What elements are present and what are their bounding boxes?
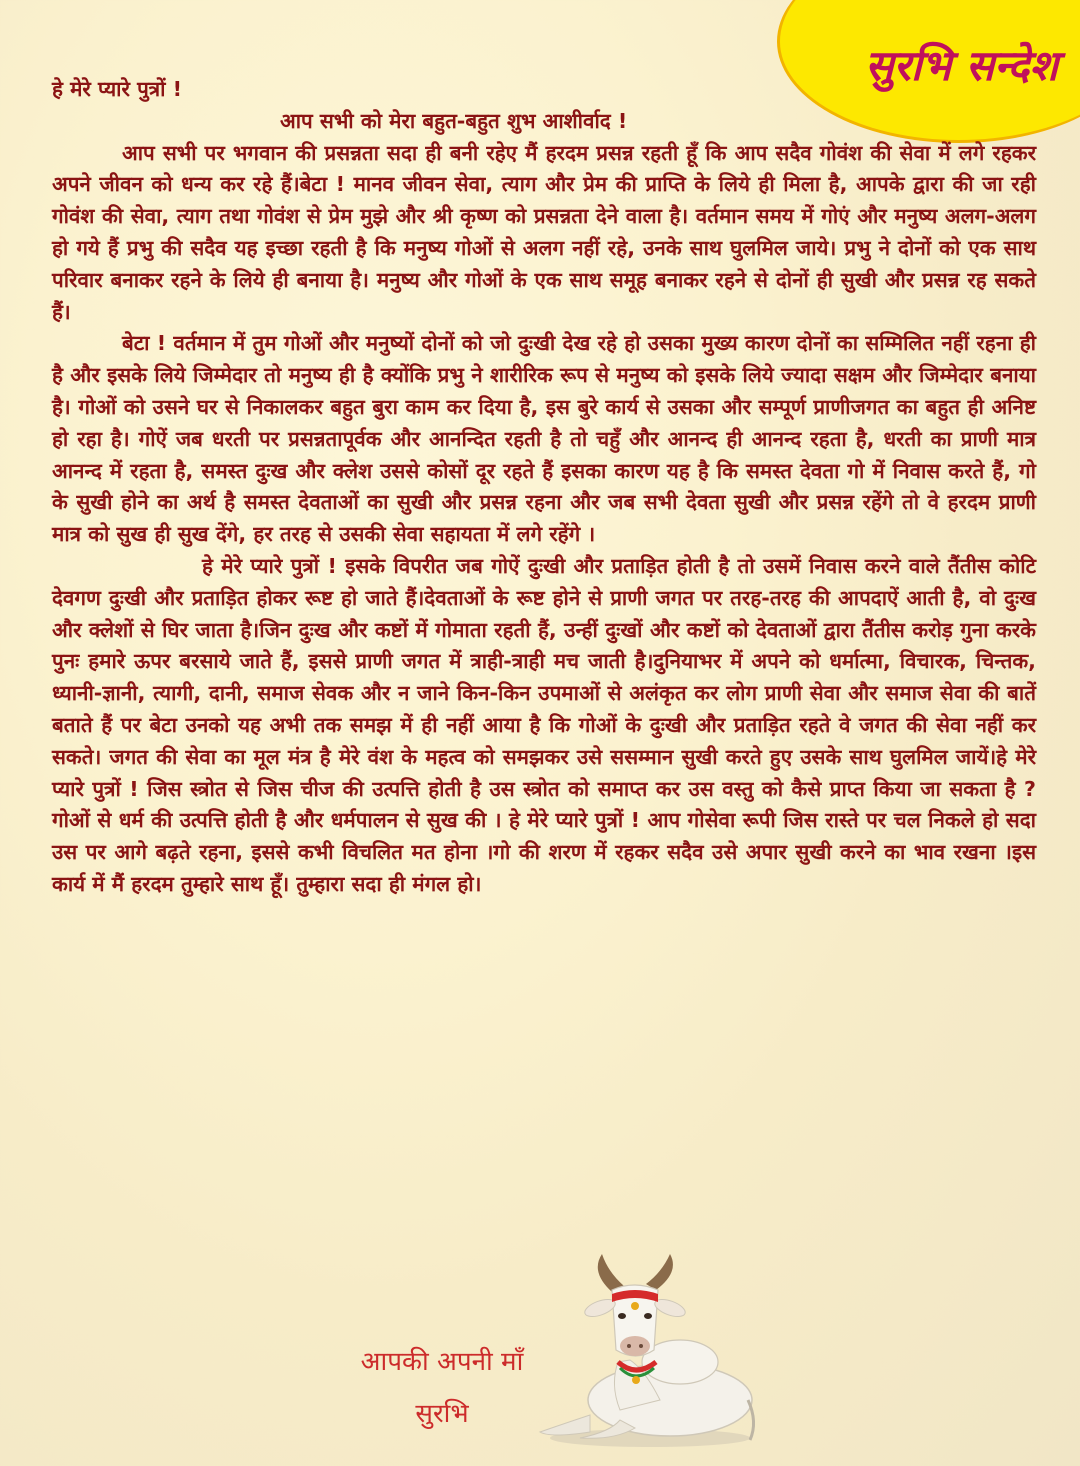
letter-paragraph-2: बेटा ! वर्तमान में तुम गोओं और मनुष्यों दोनों को जो दुःखी देख रहे हो उसका मुख्य कारण दोनों का सम्मिलित नहीं रहना ही है और इसके लिये जिम्मेदार तो मनुष्य ही है क्योंकि प्रभु ने शारीरिक रूप से मनुष्य को इसके लिये ज्यादा सक्षम और जिम्मेदार बनाया है। गोओं को उसने घर से निकालकर बहुत बुरा काम कर दिया है, इस बुरे कार्य से उसका और सम्पूर्ण प्राणीजगत का बहुत ही अनिष्ट हो रहा है। गोऐं जब धरती पर प्रसन्नतापूर्वक और आनन्दित रहती है तो चहुँ और आनन्द ही आनन्द रहता है, धरती का प्राणी मात्र आनन्द में रहता है, समस्त दुःख और क्लेश उससे कोसों दूर रहते हैं इसका कारण यह है कि समस्त देवता गो में निवास करते हैं, गो के सुखी होने का अर्थ है समस्त देवताओं का सुखी और प्रसन्न रहना और जब सभी देवता सुखी और प्रसन्न रहेंगे तो वे हरदम प्राणी मात्र को सुख ही सुख देंगे, हर तरह से उसकी सेवा सहायता में लगे रहेंगे । bbox=[52, 331, 1036, 547]
letter-paragraph-1: आप सभी पर भगवान की प्रसन्नता सदा ही बनी रहेए मैं हरदम प्रसन्न रहती हूँ कि आप सदैव गोवंश की सेवा में लगे रहकर अपने जीवन को धन्य कर रहे हैं।बेटा ! मानव जीवन सेवा, त्याग और प्रेम की प्राप्ति के लिये ही मिला है, आपके द्वारा की जा रही गोवंश की सेवा, त्याग तथा गोवंश से प्रेम मुझे और श्री कृष्ण को प्रसन्नता देने वाला है। वर्तमान समय में गोएं और मनुष्य अलग-अलग हो गये हैं प्रभु की सदैव यह इच्छा रहती है कि मनुष्य गोओं से अलग नहीं रहे, उनके साथ घुलमिल जाये। प्रभु ने दोनों को एक साथ परिवार बनाकर रहने के लिये ही बनाया है। मनुष्य और गोओं के एक साथ समूह बनाकर रहने से दोनों ही सुखी और प्रसन्न रह सकते हैं। bbox=[52, 140, 1036, 324]
letter-blessing: आप सभी को मेरा बहुत-बहुत शुभ आशीर्वाद ! bbox=[280, 108, 628, 133]
letter-paragraph-3: हे मेरे प्यारे पुत्रों ! इसके विपरीत जब गोऐं दुःखी और प्रताड़ित होती है तो उसमें निवास करने वाले तैंतीस कोटि देवगण दुःखी और प्रताड़ित होकर रूष्ट हो जाते हैं।देवताओं के रूष्ट होने से प्राणी जगत पर तरह-तरह की आपदाऐं आती है, वो दुःख और क्लेशों से घिर जाता है।जिन दुःख और कष्टों में गोमाता रहती हैं, उन्हीं दुःखों और कष्टों को देवताओं द्वारा तैंतीस करोड़ गुना करके पुनः हमारे ऊपर बरसाये जाते हैं, इससे प्राणी जगत में त्राही-त्राही मच जाती है।दुनियाभर में अपने को धर्मात्मा, विचारक, चिन्तक, ध्यानी-ज्ञानी, त्यागी, दानी, समाज सेवक और न जाने किन-किन उपमाओं से अलंकृत कर लोग प्राणी सेवा और समाज सेवा की बातें बताते हैं पर बेटा उनको यह अभी तक समझ में ही नहीं आया है कि गोओं के दुःखी और प्रताड़ित रहते वे जगत की सेवा नहीं कर सकते। जगत की सेवा का मूल मंत्र है मेरे वंश के महत्व को समझकर उसे ससम्मान सुखी करते हुए उसके साथ घुलमिल जायें।हे मेरे प्यारे पुत्रों ! जिस स्त्रोत से जिस चीज की उत्पत्ति होती है उस स्त्रोत को समाप्त कर उस वस्तु को कैसे प्राप्त किया जा सकता है ? गोओं से धर्म की उत्पत्ति होती है और धर्मपालन से सुख की । हे मेरे प्यारे पुत्रों ! आप गोसेवा रूपी जिस रास्ते पर चल निकले हो सदा उस पर आगे बढ़ते रहना, इससे कभी विचलित मत होना ।गो की शरण में रहकर सदैव उसे अपार सुखी करने का भाव रखना ।इस कार्य में मैं हरदम तुम्हारे साथ हूँ। तुम्हारा सदा ही मंगल हो। bbox=[52, 553, 1036, 896]
cow-illustration bbox=[520, 1250, 760, 1450]
signature-line-2: सुरभि bbox=[415, 1399, 469, 1429]
letter-salutation: हे मेरे प्यारे पुत्रों ! bbox=[52, 77, 183, 101]
signature bbox=[332, 1336, 552, 1440]
letter-body bbox=[52, 74, 1036, 901]
signature-line-1: आपकी अपनी माँ bbox=[360, 1347, 524, 1377]
page-title: सुरभि सन्देश bbox=[865, 41, 1058, 90]
